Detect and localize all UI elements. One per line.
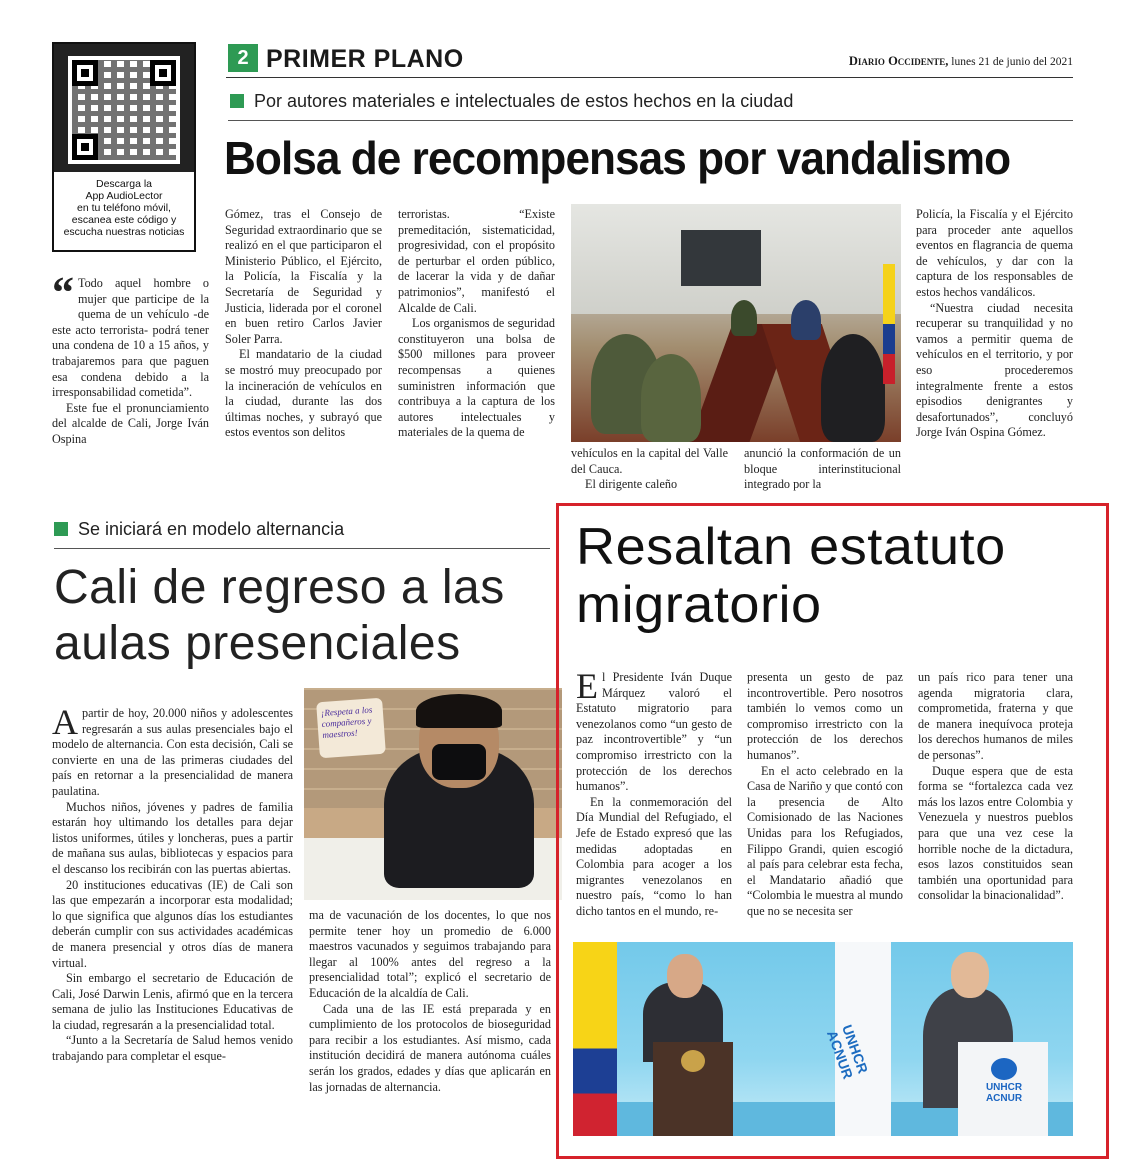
student-photo	[304, 688, 562, 900]
dropcap: E	[576, 666, 598, 706]
qr-caption: Descarga la App AudioLector en tu teléfono móvil, escanea este código y escucha nuestras noticias	[63, 178, 185, 238]
quote-mark-icon: “	[52, 268, 74, 317]
article3-headline: Resaltan estatuto migratorio	[576, 518, 1006, 634]
presidential-seal-icon	[681, 1050, 705, 1072]
article1-column-4: vehículos en la capital del Valle del Cauca. El dirigente caleño	[571, 446, 728, 492]
article2-column-2: ma de vacunación de los docentes, lo que nos permite tener hoy un promedio de 6.000 maestros vacunados y seguimos trabajando para llegar al 100% antes del regreso a la presencialidad total”; explicó el secretario de Educación de la alcaldía de Cali. Cada una de las IE está preparada y en cumplimiento de los protocolos de bioseguridad para recibir a los estudiantes. Así mismo, cada institución decidirá de manera autónoma cuáles serán los grados, edades y días que aplicarán en las jornadas de alternancia.	[309, 908, 551, 1094]
qr-code-frame	[54, 44, 194, 172]
green-square-icon	[54, 522, 68, 536]
unhcr-logo-text: UNHCR ACNUR	[985, 1082, 1023, 1104]
dropcap: A	[52, 702, 78, 742]
article1-column-3: terroristas. “Existe premeditación, sistematicidad, progresividad, con el propósito de perturbar el orden público, de lacerar la vida y de dañar patrimonios”, manifestó el Alcalde de Cali. Los organismos de seguridad constituyeron una bolsa de $500 millones para proveer recompensas a quienes suministren información que contribuya a la captura de los autores intelectuales y materiales de la quema de	[398, 207, 555, 440]
article2-kicker: Se iniciará en modelo alternancia	[54, 518, 344, 540]
article1-column-1: “ Todo aquel hombre o mujer que participe de la quema de un vehículo -de este acto terrorista- podrá tener una condena de 10 a 15 años, y trabajaremos para que paguen esa condena debido a la irresponsabilidad cometida”. Este fue el pronunciamiento del alcalde de Cali, Jorge Iván Ospina	[52, 268, 209, 446]
article3-column-1: El Presidente Iván Duque Márquez valoró el Estatuto migratorio para venezolanos como “un gesto de paz incontrovertible” y “un compromiso irrestricto con la protección de los derechos humanos”. En la conmemoración del Día Mundial del Refugiado, el Jefe de Estado expresó que las medidas adoptadas en Colombia para acoger a los migrantes venezolanos en nuestro país, “como lo han dicho tantos en el mundo, re-	[576, 666, 732, 918]
meeting-photo	[571, 204, 901, 442]
article1-kicker: Por autores materiales e intelectuales de estos hechos en la ciudad	[230, 90, 793, 112]
section-title: PRIMER PLANO	[266, 45, 464, 73]
qr-code-block	[52, 42, 196, 252]
classroom-sign: ¡Respeta a los compañeros y maestros!	[316, 698, 386, 758]
article1-column-5: anunció la conformación de un bloque interinstitucional integrado por la	[744, 446, 901, 492]
article1-column-2: Gómez, tras el Consejo de Seguridad extraordinario que se realizó en el que participaron el Ministerio Público, el Ejército, la Policía, la Fiscalía y la Secretaría de Seguridad y Justicia, liderada por el coronel en buen retiro Carlos Javier Soler Parra. El mandatario de la ciudad se mostró muy preocupado por la incineración de vehículos en la ciudad, durante las dos últimas noches, y subrayó que estos eventos son delitos	[225, 207, 382, 440]
unhcr-flag: UNHCR ACNUR	[835, 942, 891, 1136]
article1-headline: Bolsa de recompensas por vandalismo	[224, 132, 1011, 184]
masthead	[849, 54, 1073, 69]
page-number: 2	[228, 44, 258, 72]
article3-column-3: un país rico para tener una agenda migratoria clara, comprometida, fraterna y que de manera inequívoca proteja los derechos humanos de miles de personas”. Duque espera que de esta forma se “fortalezca cada vez más los lazos entre Colombia y Venezuela y nuestros pueblos para que una vez cese la horrible noche de la dictadura, esos lazos constituidos sean también una oportunidad para consolidar la binacionalidad”.	[918, 670, 1073, 903]
event-photo	[573, 942, 1073, 1136]
header-divider	[226, 77, 1073, 78]
article3-column-2: presenta un gesto de paz incontrovertible. Pero nosotros también lo vemos como un compromiso irrestricto con la protección de los derechos humanos”. En el acto celebrado en la Casa de Nariño y que contó con la presencia de Alto Comisionado de las Naciones Unidas para los Refugiados, Filippo Grandi, quien escogió al país para celebrar esta fecha, el Mandatario añadió que “Colombia le muestra al mundo que no se necesita ser	[747, 670, 903, 918]
colombia-flag-icon	[573, 942, 617, 1136]
green-square-icon	[230, 94, 244, 108]
article2-column-1: Apartir de hoy, 20.000 niños y adolescentes regresarán a sus aulas presenciales bajo el modelo de alternancia. Con esta decisión, Cali se convierte en una de las primeras ciudades del país en retornar a la presencialidad de manera paulatina. Muchos niños, jóvenes y padres de familia estarán hoy ultimando los detalles para dejar listos uniformes, útiles y loncheras, pues a partir de mañana sus aulas, bibliotecas y espacios para el descanso los recibirán con las puertas abiertas. 20 instituciones educativas (IE) de Cali son las que empezarán a incorporar esta modalidad; lo que significa que algunos días los estudiantes deberán cumplir con sus actividades académicas de manera presencial y otros días de manera virtual. Sin embargo el secretario de Educación de Cali, José Darwin Lenis, afirmó que en la tercera semana de julio las Instituciones Educativas de la ciudad, regresarán a la presencialidad total. “Junto a la Secretaría de Salud hemos venido trabajando para completar el esque-	[52, 702, 293, 1064]
article2-headline: Cali de regreso a las aulas presenciales	[54, 561, 505, 670]
article1-column-6: Policía, la Fiscalía y el Ejército para proceder ante aquellos eventos en flagrancia de quema de vehículos, y dar con la captura de los responsables de estos hechos vandálicos. “Nuestra ciudad necesita recuperar su tranquilidad y no vamos a permitir quema de vehículos en el territorio, y por eso procederemos integralmente frente a estos episodios denigrantes y desafortunados”, concluyó Jorge Iván Ospina Gómez.	[916, 207, 1073, 440]
kicker-divider	[54, 548, 550, 549]
kicker-divider	[228, 120, 1073, 121]
qr-code-icon	[68, 56, 180, 164]
paper-name: Diario Occidente,	[848, 54, 949, 68]
unhcr-logo-icon	[991, 1058, 1017, 1080]
issue-date: lunes 21 de junio del 2021	[951, 56, 1073, 68]
